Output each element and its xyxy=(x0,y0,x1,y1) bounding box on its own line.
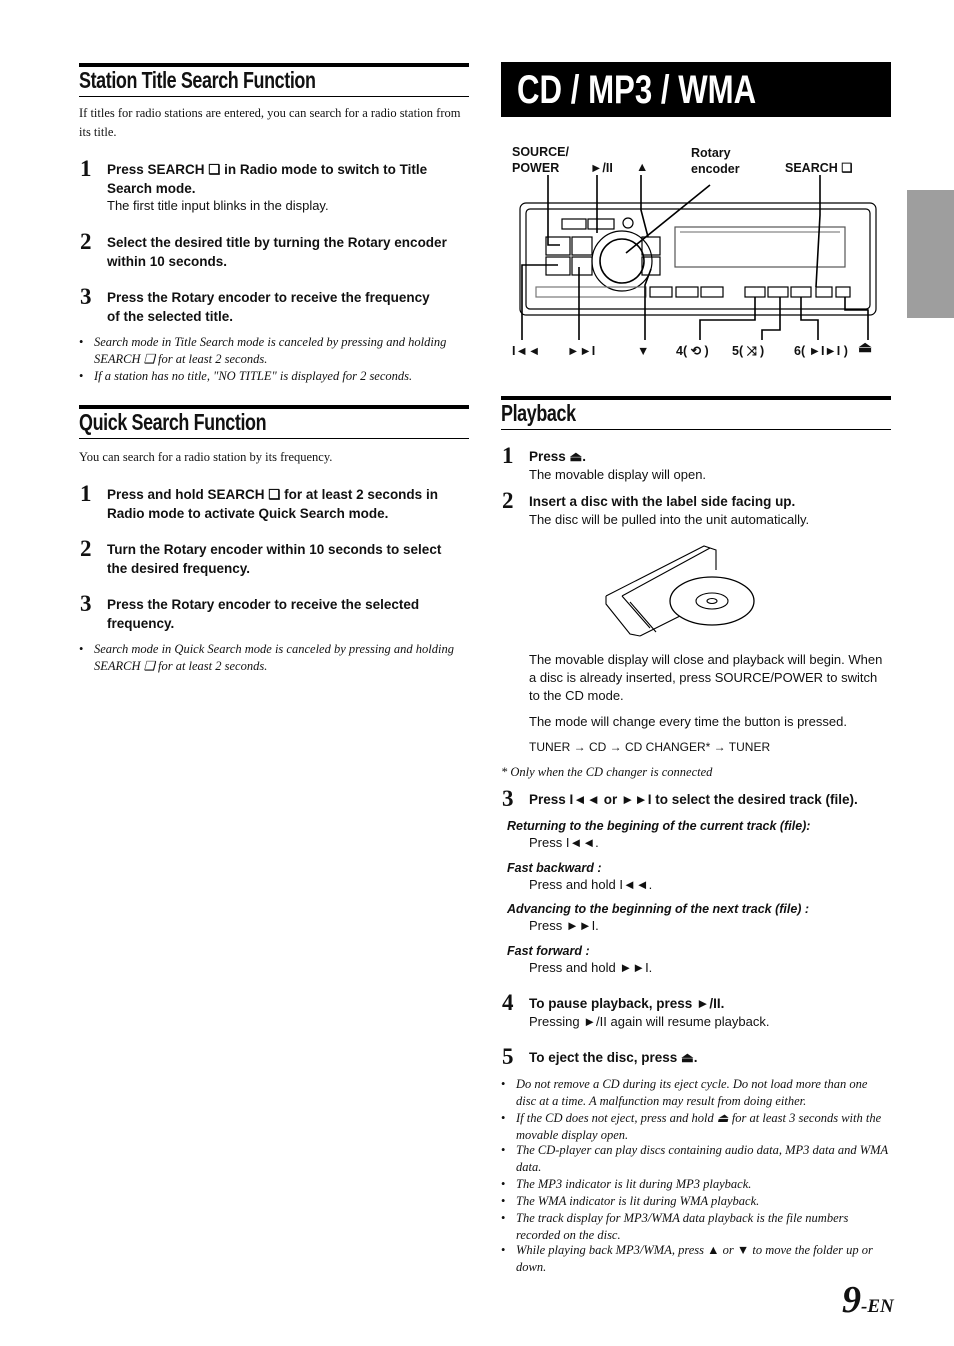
step-text: Insert a disc with the label side facing up. xyxy=(529,494,796,509)
playback-info: The mode will change every time the button is pressed. xyxy=(529,714,847,729)
note-item: • If the CD does not eject, press and hold ⏏ for at least 3 seconds with the movable display open. xyxy=(501,1111,882,1142)
note-item: • The track display for MP3/WMA data playback is the file numbers recorded on the disc. xyxy=(501,1211,849,1242)
note-item: • Search mode in Title Search mode is canceled by pressing and holding SEARCH ❑ for at least 2 seconds. xyxy=(79,335,447,366)
page-number-suffix: -EN xyxy=(861,1296,894,1317)
note-item: • Do not remove a CD during its eject cycle. Do not load more than one disc at a time. A malfunction may result from doing either. xyxy=(501,1077,868,1108)
note-item: • The CD-player can play discs containing audio data, MP3 data and WMA data. xyxy=(501,1143,888,1174)
step-text: Press the Rotary encoder to receive the frequency of the selected title. xyxy=(107,290,430,324)
label-eject: ⏏ xyxy=(858,339,873,356)
step-number: 3 xyxy=(80,284,92,309)
section-rule-thin xyxy=(501,429,891,430)
step-number: 1 xyxy=(80,156,92,181)
label-play-pause: ►/II xyxy=(590,161,613,175)
step-number: 1 xyxy=(502,443,514,468)
note-item: • While playing back MP3/WMA, press ▲ or ▼ to move the folder up or down. xyxy=(501,1243,873,1274)
label-search: SEARCH ❑ xyxy=(785,161,853,175)
step-number: 2 xyxy=(80,536,92,561)
step-number: 5 xyxy=(502,1044,514,1069)
label-prev: I◄◄ xyxy=(512,344,541,358)
playback-info: The movable display will close and playback will begin. When a disc is already inserted, press SOURCE/POWER to switch to the CD mode. xyxy=(529,652,883,703)
page-number xyxy=(842,1278,894,1322)
step-subtext: Pressing ►/II again will resume playback. xyxy=(529,1014,770,1029)
chapter-banner xyxy=(501,62,891,117)
step-text: Press I◄◄ or ►►I to select the desired track (file). xyxy=(529,792,858,807)
section-rule-thin xyxy=(79,96,469,97)
step-text: Press SEARCH ❑ in Radio mode to switch to Title Search mode. xyxy=(107,162,428,196)
subitem-body: Press I◄◄. xyxy=(529,835,599,850)
label-rotary: Rotary xyxy=(691,146,731,160)
step-subtext: The disc will be pulled into the unit automatically. xyxy=(529,512,810,527)
section-heading-quick-search: Quick Search Function xyxy=(79,409,267,435)
side-tab xyxy=(907,190,954,318)
label-source: SOURCE/ xyxy=(512,145,569,159)
page-number-digit: 9 xyxy=(842,1279,861,1321)
section-heading-station-title: Station Title Search Function xyxy=(79,67,316,93)
step-number: 4 xyxy=(502,990,514,1015)
chapter-title: CD / MP3 / WMA xyxy=(517,68,757,112)
footnote: * Only when the CD changer is connected xyxy=(501,765,713,779)
mode-chain: TUNER → CD → CD CHANGER* → TUNER xyxy=(529,740,771,754)
subitem-body: Press and hold I◄◄. xyxy=(529,877,653,892)
section-heading-playback: Playback xyxy=(501,400,576,426)
label-down: ▼ xyxy=(637,344,650,358)
label-button-4: 4( ⟲ ) xyxy=(676,344,709,358)
label-next: ►►I xyxy=(567,344,596,358)
step-subtext: The movable display will open. xyxy=(529,467,707,482)
subitem-heading: Returning to the begining of the current track (file): xyxy=(507,819,811,833)
step-number: 2 xyxy=(80,229,92,254)
label-button-6: 6( ►I►I ) xyxy=(794,344,848,358)
step-text: Press and hold SEARCH ❑ for at least 2 seconds in Radio mode to activate Quick Search mode. xyxy=(107,487,438,521)
label-up: ▲ xyxy=(636,160,649,174)
step-number: 3 xyxy=(80,591,92,616)
station-title-intro: If titles for radio stations are entered, you can search for a radio station from its title. xyxy=(79,106,461,139)
note-item: • If a station has no title, "NO TITLE" is displayed for 2 seconds. xyxy=(79,369,413,383)
step-subtext: The first title input blinks in the display. xyxy=(107,198,329,213)
faceplate-illustration xyxy=(500,175,892,340)
step-text: To eject the disc, press ⏏. xyxy=(529,1050,698,1065)
subitem-body: Press and hold ►►I. xyxy=(529,960,653,975)
subitem-heading: Advancing to the beginning of the next track (file) : xyxy=(507,902,810,916)
subitem-heading: Fast backward : xyxy=(507,861,602,875)
disc-insert-illustration xyxy=(600,536,760,640)
label-encoder: encoder xyxy=(691,162,740,176)
label-button-5: 5( ⤨ ) xyxy=(732,344,765,358)
step-number: 3 xyxy=(502,786,514,811)
step-number: 1 xyxy=(80,481,92,506)
label-power: POWER xyxy=(512,161,560,175)
step-text: Press ⏏. xyxy=(529,449,587,464)
section-rule-thin xyxy=(79,438,469,439)
step-text: To pause playback, press ►/II. xyxy=(529,996,725,1011)
step-text: Select the desired title by turning the Rotary encoder within 10 seconds. xyxy=(107,235,447,269)
step-text: Turn the Rotary encoder within 10 seconds to select the desired frequency. xyxy=(107,542,442,576)
note-item: • The WMA indicator is lit during WMA playback. xyxy=(501,1194,760,1208)
subitem-body: Press ►►I. xyxy=(529,918,599,933)
subitem-heading: Fast forward : xyxy=(507,944,590,958)
note-item: • Search mode in Quick Search mode is canceled by pressing and holding SEARCH ❑ for at least 2 seconds. xyxy=(79,642,454,673)
note-item: • The MP3 indicator is lit during MP3 playback. xyxy=(501,1177,752,1191)
step-number: 2 xyxy=(502,488,514,513)
step-text: Press the Rotary encoder to receive the selected frequency. xyxy=(107,597,420,631)
quick-search-intro: You can search for a radio station by its frequency. xyxy=(79,450,333,464)
